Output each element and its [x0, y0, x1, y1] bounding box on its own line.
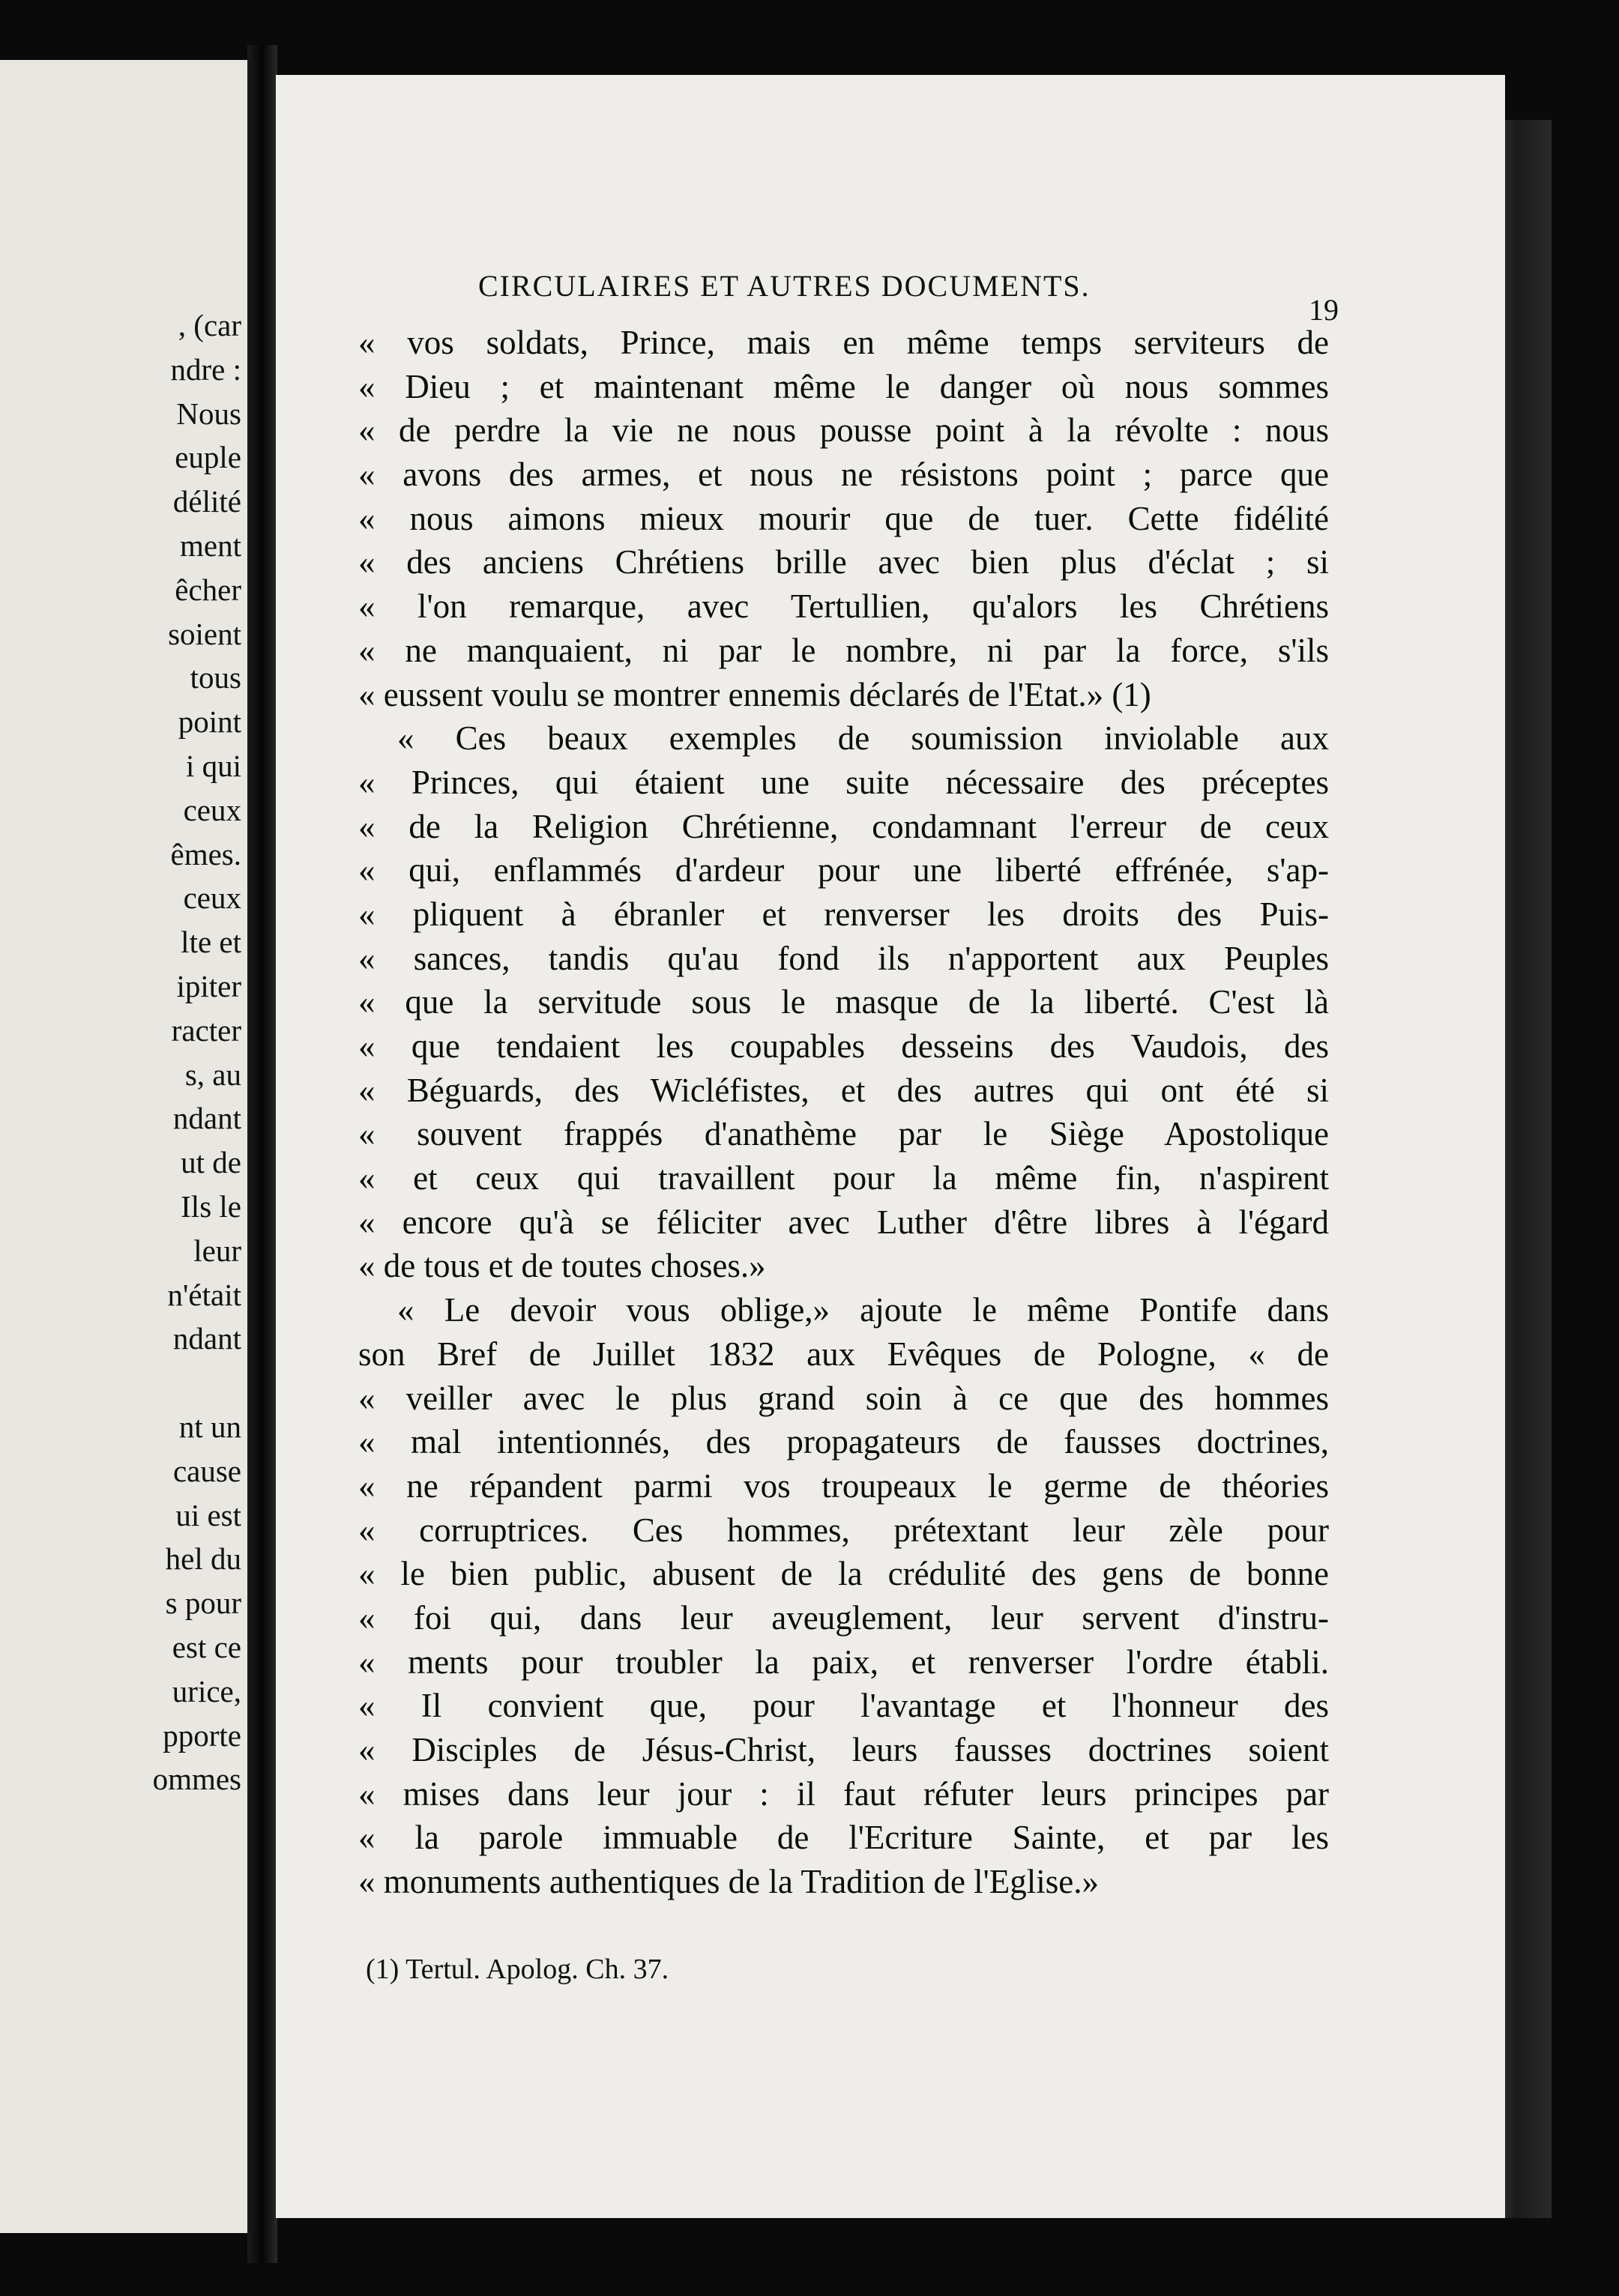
text-line: « encore qu'à se féliciter avec Luther d'être libres à l'égard	[358, 1203, 1329, 1241]
footnote: (1) Tertul. Apolog. Ch. 37.	[366, 1954, 669, 1985]
text-line: « ne manquaient, ni par le nombre, ni par la force, s'ils	[358, 631, 1329, 669]
previous-page-line: n'était	[167, 1277, 241, 1312]
text-line: « sances, tandis qu'au fond ils n'apportent aux Peuples	[358, 939, 1329, 977]
previous-page-line: ut de	[181, 1145, 241, 1180]
text-line: « Il convient que, pour l'avantage et l'honneur des	[358, 1687, 1329, 1725]
text-line: « souvent frappés d'anathème par le Siège Apostolique	[358, 1115, 1329, 1153]
text-line: « de la Religion Chrétienne, condamnant l'erreur de ceux	[358, 807, 1329, 845]
previous-page-line: Ils le	[181, 1188, 241, 1224]
book-gutter	[247, 45, 277, 2263]
body-text	[358, 321, 1329, 1904]
text-line: « nous aimons mieux mourir que de tuer. Cette fidélité	[358, 499, 1329, 537]
previous-page-line: ment	[180, 528, 241, 563]
text-line: « mal intentionnés, des propagateurs de fausses doctrines,	[358, 1423, 1329, 1461]
previous-page-line: Nous	[176, 396, 241, 431]
text-line: son Bref de Juillet 1832 aux Evêques de Pologne, « de	[358, 1335, 1329, 1373]
text-line: « Le devoir vous oblige,» ajoute le même Pontife dans	[397, 1291, 1329, 1329]
text-line: « vos soldats, Prince, mais en même temps serviteurs de	[358, 324, 1329, 361]
previous-page-line	[153, 1361, 241, 1405]
previous-page-line: racter	[171, 1012, 241, 1048]
text-line: « corruptrices. Ces hommes, prétextant leur zèle pour	[358, 1511, 1329, 1549]
text-line: « Dieu ; et maintenant même le danger où nous sommes	[358, 367, 1329, 405]
previous-page-line: leur	[193, 1233, 241, 1268]
previous-page-line: ndant	[172, 1101, 241, 1136]
previous-page-line: hel du	[165, 1541, 241, 1577]
text-line: « mises dans leur jour : il faut réfuter leurs principes par	[358, 1774, 1329, 1813]
text-line: « pliquent à ébranler et renverser les droits des Puis-	[358, 895, 1329, 933]
previous-page-line: ommes	[152, 1762, 241, 1797]
previous-page-fragment	[0, 60, 247, 2233]
previous-page-line: ceux	[183, 880, 241, 916]
previous-page-line: êcher	[175, 572, 241, 607]
text-line: « Ces beaux exemples de soumission inviolable aux	[397, 719, 1329, 758]
previous-page-line: point	[178, 704, 241, 740]
previous-page-line: ndre :	[170, 351, 241, 387]
previous-page-line: i qui	[185, 748, 241, 783]
text-line: « veiller avec le plus grand soin à ce que des hommes	[358, 1379, 1329, 1417]
text-line: « Disciples de Jésus-Christ, leurs fausses doctrines soient	[358, 1731, 1329, 1768]
text-line: « que tendaient les coupables desseins des Vaudois, des	[358, 1027, 1329, 1065]
text-line: « monuments authentiques de la Tradition de l'Eglise.»	[358, 1863, 1100, 1901]
running-title: CIRCULAIRES ET AUTRES DOCUMENTS.	[478, 269, 1091, 303]
previous-page-line: ui est	[175, 1497, 241, 1532]
previous-page-line: pporte	[163, 1718, 241, 1753]
text-line: « que la servitude sous le masque de la liberté. C'est là	[358, 983, 1329, 1021]
previous-page-line: s pour	[165, 1586, 241, 1621]
text-line: « de perdre la vie ne nous pousse point à la révolte : nous	[358, 411, 1329, 450]
text-line: « de tous et de toutes choses.»	[358, 1247, 766, 1285]
text-line: « et ceux qui travaillent pour la même fin, n'aspirent	[358, 1159, 1329, 1197]
text-line: « Béguards, des Wicléfistes, et des autres qui ont été si	[358, 1071, 1329, 1109]
text-line: « ne répandent parmi vos troupeaux le germe de théories	[358, 1466, 1329, 1505]
page-number: 19	[1309, 293, 1339, 327]
text-line: « eussent voulu se montrer ennemis déclarés de l'Etat.» (1)	[358, 675, 1151, 713]
previous-page-line: est ce	[172, 1629, 241, 1664]
text-line: « le bien public, abusent de la crédulité des gens de bonne	[358, 1555, 1329, 1593]
previous-page-line: délité	[172, 484, 241, 519]
previous-page-line: ndant	[172, 1321, 241, 1356]
previous-page-line: euple	[175, 440, 241, 475]
text-line: « Princes, qui étaient une suite nécessaire des préceptes	[358, 763, 1329, 801]
text-line: « la parole immuable de l'Ecriture Sainte, et par les	[358, 1819, 1329, 1857]
previous-page-line: ipiter	[176, 968, 241, 1003]
previous-page-text	[153, 303, 241, 1801]
previous-page-line: ceux	[183, 792, 241, 827]
previous-page-line: urice,	[172, 1673, 241, 1709]
previous-page-line: , (car	[178, 308, 241, 342]
previous-page-line: tous	[190, 660, 241, 695]
previous-page-line: cause	[172, 1453, 241, 1488]
text-line: « foi qui, dans leur aveuglement, leur servent d'instru-	[358, 1598, 1329, 1637]
text-line: « avons des armes, et nous ne résistons point ; parce que	[358, 456, 1329, 494]
previous-page-line: s, au	[184, 1057, 241, 1092]
text-line: « qui, enflammés d'ardeur pour une liberté effrénée, s'ap-	[358, 851, 1329, 889]
text-line: « l'on remarque, avec Tertullien, qu'alors les Chrétiens	[358, 587, 1329, 626]
previous-page-line: lte et	[181, 925, 241, 960]
previous-page-line: êmes.	[170, 836, 241, 871]
previous-page-line: soient	[168, 616, 241, 651]
text-line: « ments pour troubler la paix, et renverser l'ordre établi.	[358, 1643, 1329, 1681]
previous-page-line: nt un	[178, 1409, 241, 1444]
text-line: « des anciens Chrétiens brille avec bien plus d'éclat ; si	[358, 543, 1329, 581]
